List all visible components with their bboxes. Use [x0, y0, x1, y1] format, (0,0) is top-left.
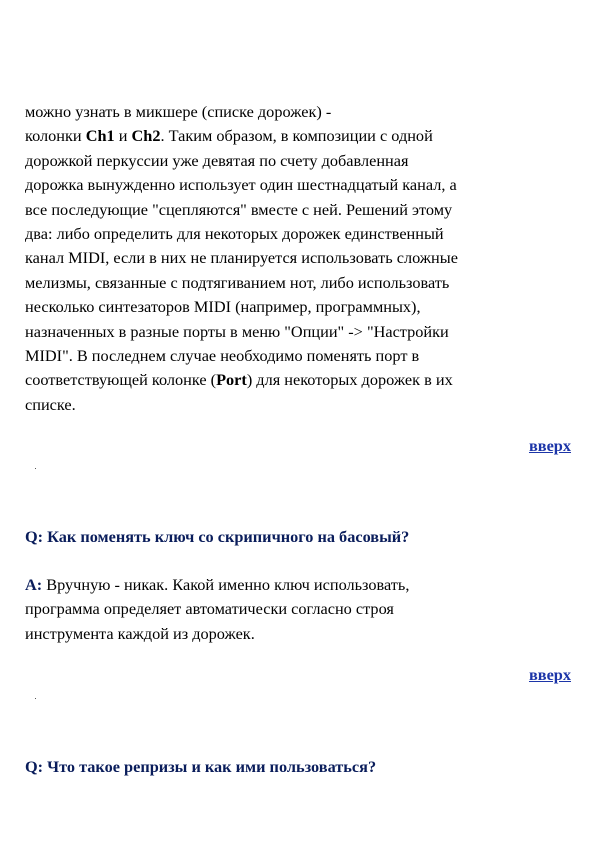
text-line: несколько синтезаторов MIDI (например, программных),	[25, 297, 421, 317]
separator-dot	[35, 468, 36, 469]
text-line: списке.	[25, 394, 76, 414]
text-line: назначенных в разные порты в меню "Опции" -> "Настройки	[25, 321, 449, 341]
text-line: мелизмы, связанные с подтягиванием нот, либо использовать	[25, 272, 450, 292]
text-line: можно узнать в микшере (списке дорожек) -	[25, 102, 332, 121]
ch2-term: Ch2	[131, 126, 161, 146]
answer-paragraph	[25, 573, 581, 646]
text-fragment: соответствующей колонке (	[25, 370, 217, 390]
text-line: канал MIDI, если в них не планируется использовать сложные	[25, 248, 458, 268]
text-line: программа определяет автоматически согласно строя	[25, 599, 394, 619]
intro-paragraph	[25, 100, 581, 417]
back-to-top-link[interactable]: вверх	[528, 665, 571, 684]
question-heading: Q: Как поменять ключ со скрипичного на басовый?	[25, 527, 410, 546]
text-line	[25, 124, 581, 148]
text-line: все последующие "сцепляются" вместе с ней. Решений этому	[25, 199, 453, 219]
text-line: MIDI". В последнем случае необходимо поменять порт в	[25, 346, 420, 366]
text-fragment: . Таким образом, в композиции с одной	[160, 126, 433, 146]
question-heading: Q: Что такое репризы и как ими пользоваться?	[25, 757, 377, 776]
separator-dot	[35, 698, 36, 699]
text-line: дорожка вынужденно использует один шестнадцатый канал, а	[25, 175, 457, 195]
text-line	[25, 368, 581, 392]
back-to-top-link[interactable]: вверх	[528, 436, 571, 455]
ch1-term: Ch1	[85, 126, 115, 146]
text-fragment: колонки	[25, 126, 86, 146]
text-line: дорожкой перкуссии уже девятая по счету добавленная	[25, 150, 409, 170]
answer-label: A:	[25, 575, 43, 594]
text-line	[25, 573, 581, 597]
port-term: Port	[216, 370, 247, 390]
text-line: два: либо определить для некоторых дорожек единственный	[25, 224, 444, 244]
text-line: инструмента каждой из дорожек.	[25, 623, 255, 643]
text-fragment: и	[114, 126, 132, 146]
text-fragment: Вручную - никак. Какой именно ключ использовать,	[42, 575, 410, 594]
text-fragment: ) для некоторых дорожек в их	[246, 370, 453, 390]
